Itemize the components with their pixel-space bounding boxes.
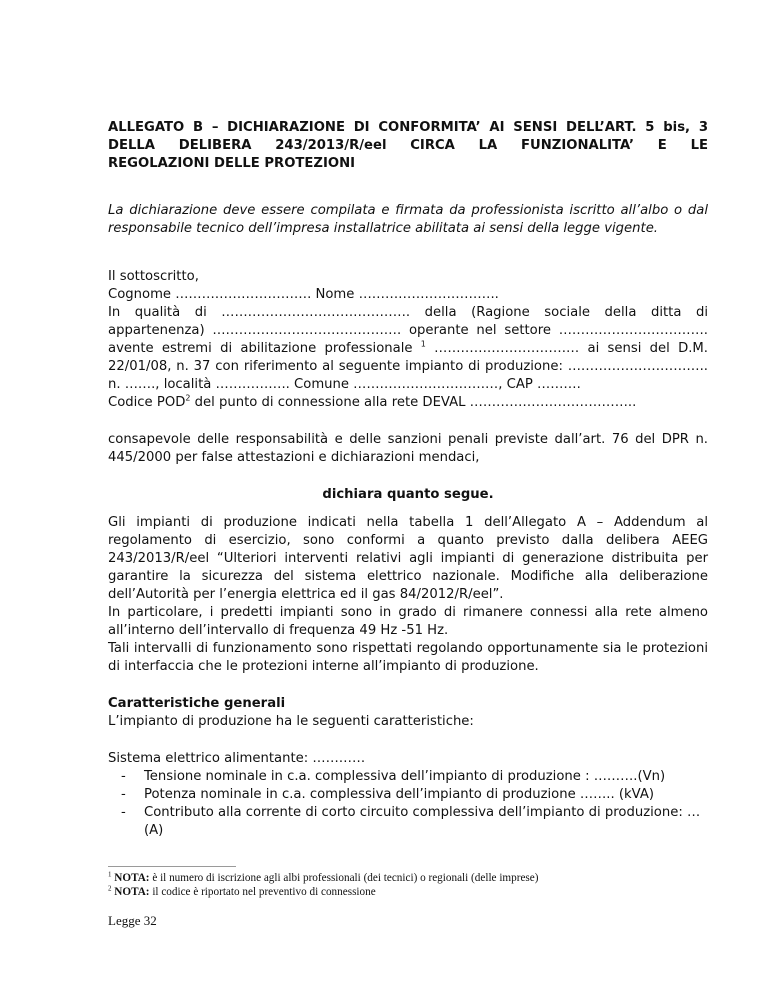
declarant-details-part1: In qualità di ……………………………………. della (Ragione sociale della ditta di appartenenza) ……………………………………. operante nel settore ……………………………. avente estremi di abilitazione professionale [108, 305, 708, 356]
declarant-details-paragraph [108, 304, 708, 394]
footnote-area [108, 866, 708, 899]
list-item [108, 804, 708, 840]
page-footer: Legge 32 [108, 913, 157, 928]
title-line-2: DELLA DELIBERA 243/2013/R/eel CIRCA LA FUNZIONALITA’ E LE [108, 138, 708, 153]
footnote-label: NOTA: [114, 872, 150, 884]
footnote-text: è il numero di iscrizione agli albi professionali (dei tecnici) o regionali (delle imprese) [149, 872, 539, 884]
electrical-system-section [108, 750, 708, 840]
declarant-opening: Il sottoscritto, [108, 269, 199, 284]
declaration-body [108, 514, 708, 676]
footnote-ref-2: 2 [185, 393, 191, 403]
footnotes [108, 871, 728, 899]
body-paragraph-1: Gli impianti di produzione indicati nella tabella 1 dell’Allegato A – Addendum al regolamento di esercizio, sono conformi a quanto previsto dalla delibera AEEG 243/2013/R/eel “Ulteriori interventi relativi agli impianti di generazione distribuita per garantire la sicurezza del sistema elettrico nazionale. Modifiche alla deliberazione dell’Autorità per l’energia elettrica ed il gas 84/2012/R/eel”. [108, 515, 708, 602]
awareness-statement: consapevole delle responsabilità e delle sanzioni penali previste dall’art. 76 del DPR n. 445/2000 per false attestazioni e dichiarazioni mendaci, [108, 432, 708, 465]
declarant-details-part2: …………………………… ai sensi del D.M. 22/01/08, n. 37 con riferimento al seguente impianto di produzione: ………………………….. n. ……., località …………….. Comune ……………………………, CAP ………. [108, 341, 708, 392]
footnote-label: NOTA: [114, 886, 150, 898]
footnote-text: il codice è riportato nel preventivo di connessione [149, 886, 376, 898]
pod-suffix: del punto di connessione alla rete DEVAL ……………………………….. [190, 395, 637, 410]
electrical-system-list [108, 768, 708, 840]
general-characteristics [108, 695, 708, 731]
body-paragraph-3: Tali intervalli di funzionamento sono rispettati regolando opportunamente sia le protezioni di interfaccia che le protezioni interne all’impianto di produzione. [108, 641, 708, 674]
footnote-number: 1 [108, 870, 112, 879]
list-item-text: Potenza nominale in c.a. complessiva dell’impianto di produzione …….. (kVA) [144, 787, 654, 802]
title-line-3: REGOLAZIONI DELLE PROTEZIONI [108, 156, 356, 171]
footnote-1 [108, 871, 728, 885]
pod-code-line [108, 394, 708, 412]
pod-prefix: Codice POD [108, 395, 186, 410]
bullet-dash: - [121, 787, 126, 802]
list-item [108, 768, 708, 786]
declarant-name-line: Cognome …………………………. Nome ………………………….. [108, 287, 499, 302]
list-item [108, 786, 708, 804]
footnote-2 [108, 885, 728, 899]
general-characteristics-lead: L’impianto di produzione ha le seguenti caratteristiche: [108, 714, 474, 729]
document-title [108, 119, 708, 173]
list-item-text: Contributo alla corrente di corto circuito complessiva dell’impianto di produzione: … (A) [144, 805, 701, 838]
declarant-section [108, 268, 708, 412]
electrical-system-label: Sistema elettrico alimentante: ………… [108, 751, 366, 766]
title-line-1: ALLEGATO B – DICHIARAZIONE DI CONFORMITA’ AI SENSI DELL’ART. 5 bis, 3 [108, 120, 708, 135]
bullet-dash: - [121, 769, 126, 784]
bullet-dash: - [121, 805, 126, 820]
declaration-heading: dichiara quanto segue. [322, 487, 494, 502]
general-characteristics-heading: Caratteristiche generali [108, 696, 286, 711]
footnote-number: 2 [108, 884, 112, 893]
list-item-text: Tensione nominale in c.a. complessiva dell’impianto di produzione : ……….(Vn) [144, 769, 666, 784]
body-paragraph-2: In particolare, i predetti impianti sono in grado di rimanere connessi alla rete almeno all’interno dell’intervallo di frequenza 49 Hz -51 Hz. [108, 605, 708, 638]
footnote-divider [108, 866, 236, 867]
intro-instructions: La dichiarazione deve essere compilata e firmata da professionista iscritto all’albo o dal responsabile tecnico dell’impresa installatrice abilitata ai sensi della legge vigente. [108, 203, 708, 236]
footnote-ref-1: 1 [420, 339, 426, 349]
